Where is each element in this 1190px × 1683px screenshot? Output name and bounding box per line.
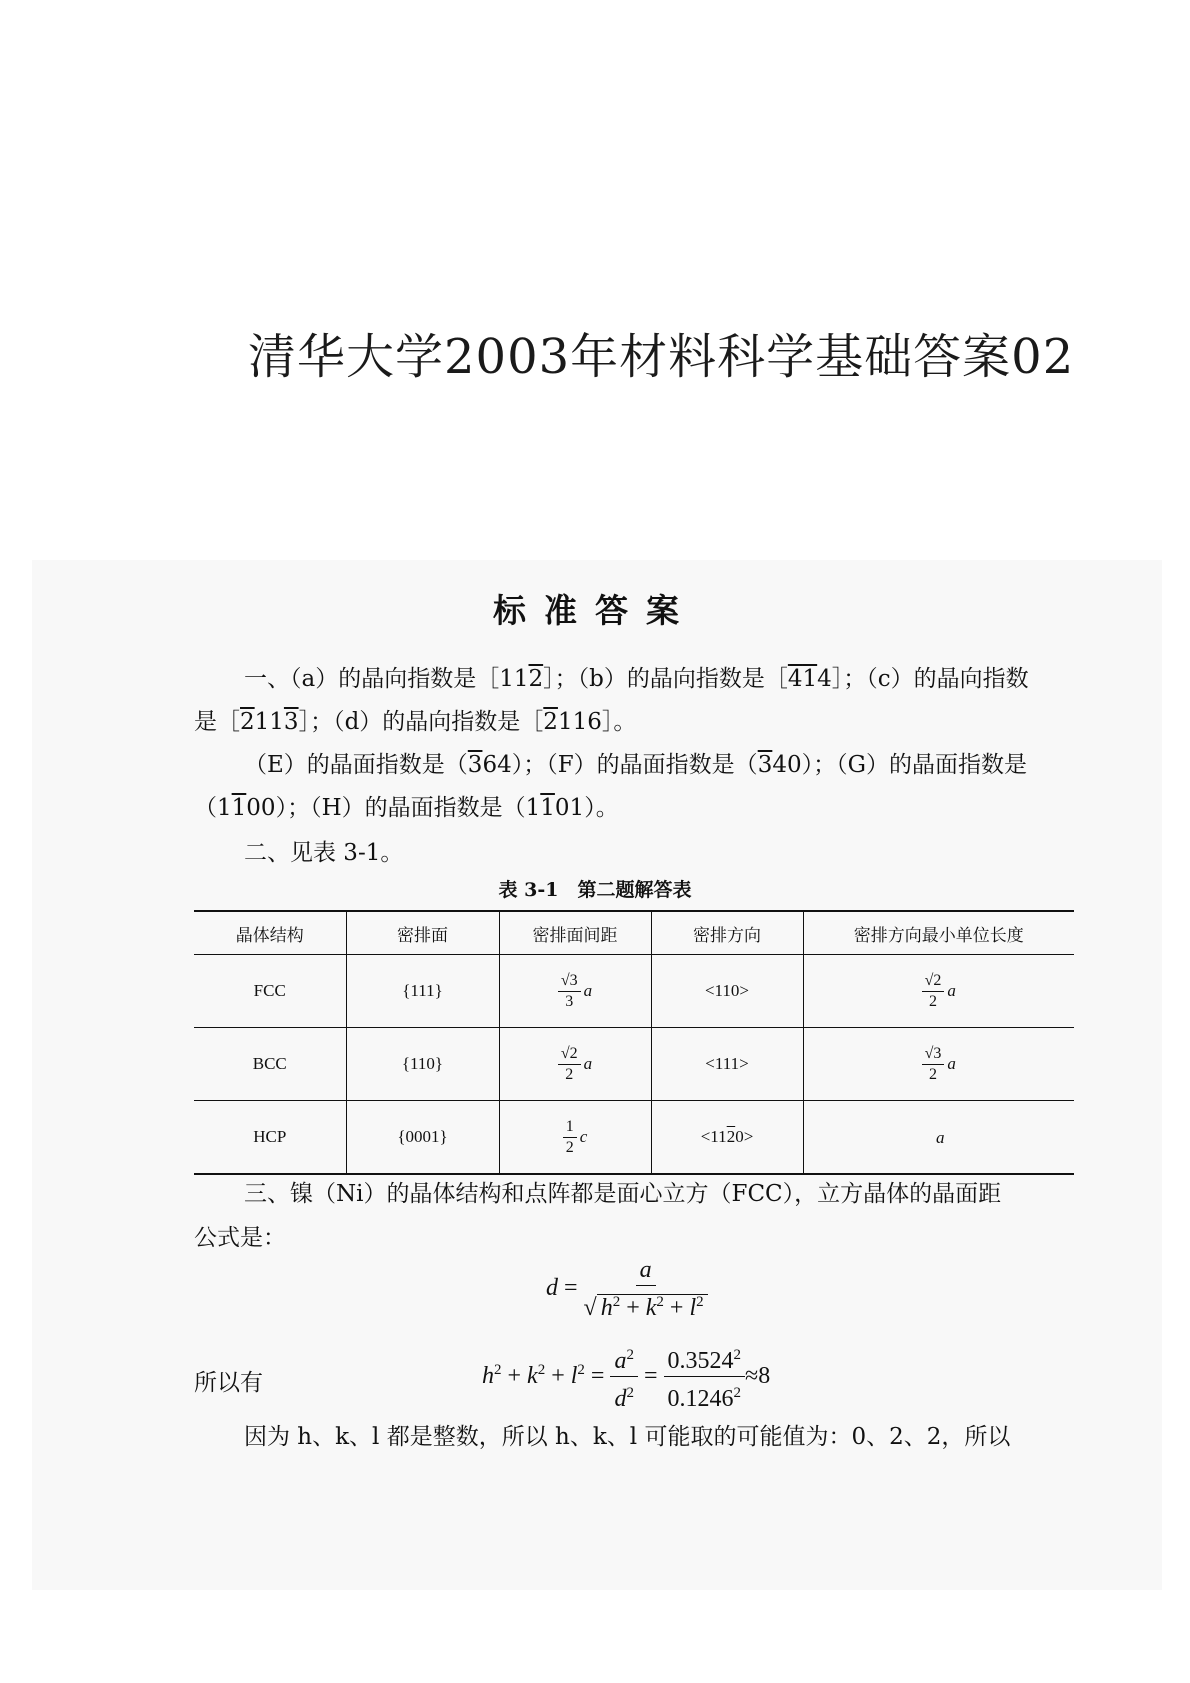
answer-heading: 标准答案 — [493, 591, 697, 630]
q3-line1: 三、镍（Ni）的晶体结构和点阵都是面心立方（FCC），立方晶体的晶面距 — [244, 1181, 1002, 1207]
header-spacing: 密排面间距 — [499, 911, 651, 955]
page-title: 清华大学2003年材料科学基础答案02 — [248, 329, 1075, 385]
header-direction: 密排方向 — [651, 911, 803, 955]
header-plane: 密排面 — [346, 911, 499, 955]
cell-structure: FCC — [194, 955, 346, 1028]
cell-structure: HCP — [194, 1101, 346, 1175]
cell-length: $\frac{√3}{2}$ a — [803, 1028, 1074, 1101]
table-caption: 表 3-1 第二题解答表 — [498, 879, 692, 901]
cell-spacing: $\frac{1}{2}$ c — [499, 1101, 651, 1175]
cell-spacing: $\frac{√3}{3}$ a — [499, 955, 651, 1028]
q3-line2: 公式是： — [194, 1225, 286, 1251]
cell-direction: <1120> — [651, 1101, 803, 1175]
cell-length: a — [803, 1101, 1074, 1175]
table-row — [194, 955, 1074, 1028]
q3-last-line: 因为 h、k、l 都是整数，所以 h、k、l 可能取的可能值为：0、2、2，所以 — [244, 1424, 1011, 1450]
table-row — [194, 1101, 1074, 1175]
cell-length: $\frac{√2}{2}$ a — [803, 955, 1074, 1028]
formula-interplanar-spacing: d = $\frac{a}{√ h^2 + k^2 + l^2}$ — [546, 1255, 708, 1324]
cell-plane: {0001} — [346, 1101, 499, 1175]
q3-so-label: 所以有 — [194, 1370, 263, 1396]
cell-direction: <110> — [651, 955, 803, 1028]
table-row — [194, 1028, 1074, 1101]
formula-hkl-sum: $h^2 + k^2 + l^2$ = $\frac{a^2}{d^2}$ = $\frac{0.3524^2}{0.1246^2}$ ≈8 — [482, 1340, 770, 1415]
header-length: 密排方向最小单位长度 — [803, 911, 1074, 955]
q1-line2: 是［2113］；（d）的晶向指数是［2116］。 — [194, 709, 637, 735]
cell-direction: <111> — [651, 1028, 803, 1101]
q1-line4: （1100）；（H）的晶面指数是（1101）。 — [194, 795, 619, 821]
header-structure: 晶体结构 — [194, 911, 346, 955]
q1-line1: 一、（a）的晶向指数是［112］；（b）的晶向指数是［414］；（c）的晶向指数 — [244, 666, 1029, 692]
cell-plane: {110} — [346, 1028, 499, 1101]
cell-structure: BCC — [194, 1028, 346, 1101]
q1-prefix: 一、 — [244, 666, 290, 692]
q1-line3: （E）的晶面指数是（364）；（F）的晶面指数是（340）；（G）的晶面指数是 — [244, 752, 1027, 778]
answer-table — [194, 910, 1074, 1175]
table-header-row — [194, 911, 1074, 955]
q2-line: 二、见表 3-1。 — [244, 840, 404, 866]
cell-spacing: $\frac{√2}{2}$ a — [499, 1028, 651, 1101]
cell-plane: {111} — [346, 955, 499, 1028]
